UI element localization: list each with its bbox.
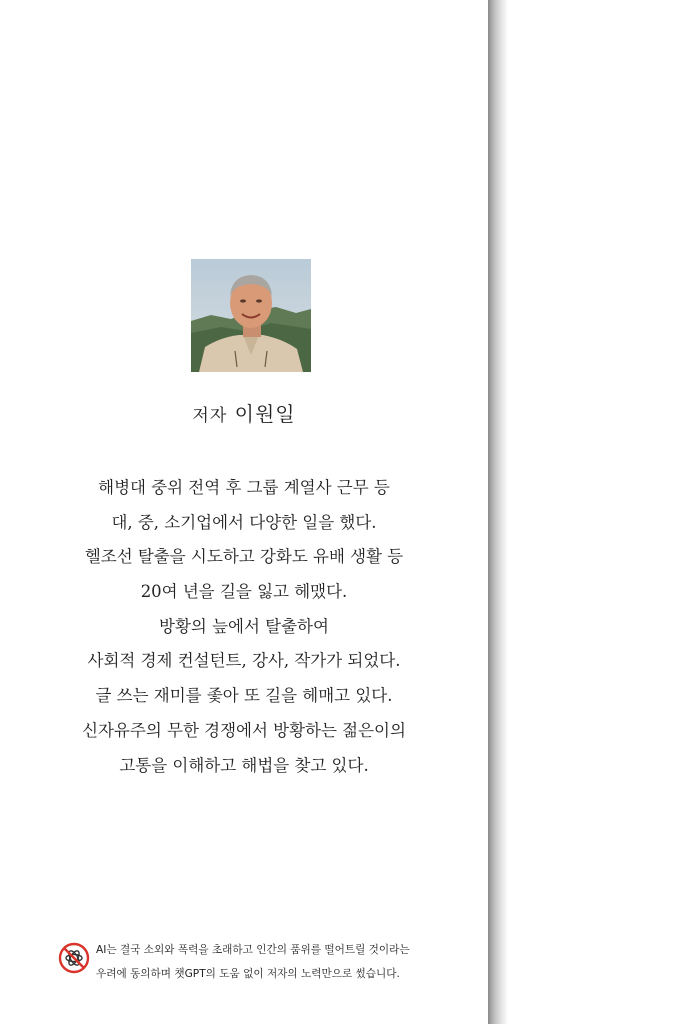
- bio-line: 글 쓰는 재미를 좇아 또 길을 헤매고 있다.: [95, 686, 393, 706]
- author-line: [0, 398, 488, 427]
- notice-line-2: 우려에 동의하며 챗GPT의 도움 없이 저자의 노력만으로 썼습니다.: [96, 968, 400, 980]
- author-bio: [0, 471, 488, 783]
- no-ai-notice: [58, 938, 478, 988]
- author-photo: [191, 259, 311, 372]
- no-ai-icon: [58, 942, 90, 974]
- background-area: [508, 0, 682, 1024]
- bio-line: 신자유주의 무한 경쟁에서 방황하는 젊은이의: [82, 720, 406, 740]
- bio-line: 해병대 중위 전역 후 그룹 계열사 근무 등: [98, 478, 390, 497]
- bio-line: 방황의 늪에서 탈출하여: [159, 616, 329, 636]
- bio-line: 고통을 이해하고 해법을 찾고 있다.: [119, 755, 369, 775]
- bio-line: 대, 중, 소기업에서 다양한 일을 했다.: [111, 512, 377, 532]
- bio-line: 사회적 경제 컨설턴트, 강사, 작가가 되었다.: [87, 651, 401, 671]
- page-edge-shadow: [488, 0, 508, 1024]
- notice-line-1: AI는 결국 소외와 폭력을 초래하고 인간의 품위를 떨어트릴 것이라는: [96, 944, 410, 956]
- author-label: 저자: [192, 406, 228, 426]
- author-name: 이원일: [234, 402, 296, 426]
- bio-line: 20여 년을 길을 잃고 헤맸다.: [140, 582, 348, 602]
- bio-line: 헬조선 탈출을 시도하고 강화도 유배 생활 등: [84, 547, 404, 567]
